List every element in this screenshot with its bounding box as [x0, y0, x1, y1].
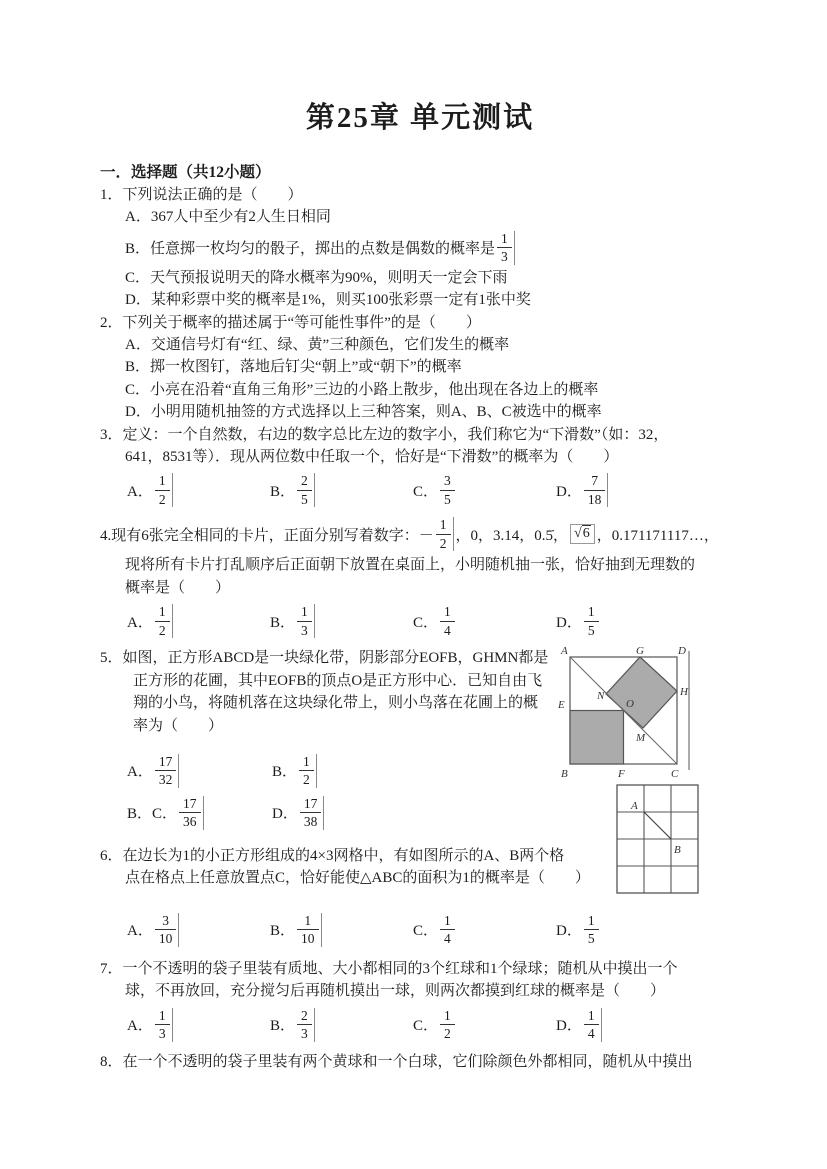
options-row	[127, 1005, 740, 1045]
option-c	[413, 1008, 556, 1042]
option-label: C．	[413, 923, 439, 940]
fraction	[440, 473, 457, 507]
point-label-B: B	[674, 844, 681, 856]
question-stem-line1: 5．如图，正方形ABCD是一块绿化带，阴影部分EOFB，GHMN都是	[100, 650, 549, 667]
fraction-numerator: 1	[436, 517, 451, 535]
fraction	[436, 517, 454, 551]
fraction	[440, 913, 457, 947]
fraction-numerator: 1	[297, 604, 312, 622]
option-b	[272, 754, 417, 788]
option-b	[270, 913, 413, 947]
fraction-denominator: 10	[301, 931, 315, 947]
vertex-label-H: H	[680, 686, 688, 698]
segment-AB	[644, 812, 671, 839]
option-label: D．	[556, 1018, 582, 1035]
option-a	[127, 754, 272, 788]
option-c	[413, 604, 556, 638]
document-content	[100, 0, 740, 1073]
fraction-denominator: 2	[439, 535, 447, 551]
fraction-numerator: 1	[297, 913, 319, 931]
stem-text: ，0，3.14，0.5̇，	[455, 527, 569, 544]
fraction-denominator: 38	[303, 814, 318, 830]
option-c	[413, 913, 556, 947]
fraction-numerator: 17	[155, 754, 177, 772]
vertex-label-G: G	[636, 645, 644, 657]
option-label: D．	[272, 806, 298, 823]
option-c: C．天气预报说明天的降水概率为90%，则明天一定会下雨	[125, 269, 508, 286]
option-label: B．	[270, 483, 296, 500]
fraction-denominator: 5	[587, 622, 595, 638]
section-header: 一．选择题（共12小题）	[100, 164, 271, 181]
option-d: D．小明用随机抽签的方式选择以上三种答案，则A、B、C被选中的概率	[125, 404, 602, 421]
question-1	[100, 184, 740, 312]
fraction-denominator: 2	[444, 1026, 451, 1042]
fraction-denominator: 4	[444, 622, 451, 638]
question-stem-line2: 球，不再放回，充分搅匀后再随机摸出一球，则两次都摸到红球的概率是（ ）	[125, 983, 666, 1000]
question-stem-line2: 641，8531等）．现从两位数中任取一个，恰好是“下滑数”的概率为（ ）	[125, 449, 619, 466]
option-b: B．掷一枚图钉，落地后钉尖“朝上”或“朝下”的概率	[125, 359, 462, 376]
fraction	[155, 754, 180, 788]
fraction-numerator: 17	[300, 796, 322, 814]
fraction-numerator: 1	[155, 473, 170, 491]
fraction-numerator: 17	[179, 796, 201, 814]
fraction-numerator: 1	[155, 604, 170, 622]
radical-sign: √	[574, 526, 582, 542]
question-stem-line1: 6．在边长为1的小正方形组成的4×3网格中，有如图所示的A、B两个格	[100, 847, 565, 864]
fraction-denominator: 3	[301, 622, 308, 638]
question-stem-line4: 率为（ ）	[133, 717, 224, 734]
fraction	[497, 231, 515, 265]
vertex-label-E: E	[558, 699, 565, 711]
option-a	[127, 1008, 270, 1042]
fraction	[440, 1008, 457, 1042]
option-label: B．	[270, 614, 296, 631]
question-stem-line3: 翔的小鸟，将随机落在这块绿化带上，则小鸟落在花圃上的概	[133, 695, 539, 712]
vertex-label-A: A	[561, 645, 568, 657]
vertex-label-N: N	[597, 690, 605, 702]
question-stem: 1．下列说法正确的是（ ）	[100, 187, 303, 203]
fraction	[297, 1008, 315, 1042]
stem-text: ，0.171171117…，	[596, 527, 719, 544]
option-label: B．	[272, 764, 298, 781]
option-b	[270, 1008, 413, 1042]
option-b	[125, 229, 740, 267]
fraction-denominator: 32	[158, 772, 173, 788]
option-label: D．	[556, 923, 582, 940]
option-label: A．	[127, 923, 153, 940]
fraction-denominator: 5	[444, 491, 451, 507]
fraction-numerator: 1	[299, 754, 314, 772]
fraction-denominator: 3	[501, 249, 508, 265]
question-7	[100, 958, 740, 1045]
fraction	[440, 604, 457, 638]
fraction-denominator: 2	[158, 622, 166, 638]
minus-sign: －	[418, 527, 434, 544]
vertex-label-B: B	[561, 768, 568, 780]
fraction-numerator: 1	[440, 604, 455, 622]
option-a	[127, 473, 270, 507]
q6-figure	[612, 780, 707, 906]
fraction-numerator: 1	[584, 1008, 599, 1026]
fraction-denominator: 3	[301, 1026, 308, 1042]
fraction-denominator: 3	[158, 1026, 166, 1042]
fraction	[297, 473, 315, 507]
fraction-denominator: 5	[587, 931, 595, 947]
question-stem-line1: 3．定义：一个自然数，右边的数字总比左边的数字小，我们称它为“下滑数”（如：32，	[100, 426, 669, 443]
fraction-denominator: 5	[301, 491, 308, 507]
option-a: A．交通信号灯有“红、绿、黄”三种颜色，它们发生的概率	[125, 337, 510, 354]
fraction	[297, 913, 322, 947]
fraction-denominator: 18	[587, 491, 602, 507]
fraction-denominator: 2	[303, 772, 310, 788]
option-d	[556, 1008, 699, 1042]
fraction	[299, 754, 317, 788]
option-label: A．	[127, 1018, 153, 1035]
question-8	[100, 1051, 740, 1073]
option-d	[556, 604, 699, 638]
option-a	[127, 604, 270, 638]
fraction	[179, 796, 204, 830]
option-c	[127, 796, 272, 830]
fraction-denominator: 4	[444, 931, 451, 947]
option-label: B．	[270, 923, 296, 940]
fraction-numerator: 3	[155, 913, 177, 931]
fraction	[300, 796, 325, 830]
fraction	[297, 604, 315, 638]
fraction-numerator: 1	[155, 1008, 170, 1026]
point-label-A: A	[631, 800, 638, 812]
option-d: D．某种彩票中奖的概率是1%，则买100张彩票一定有1张中奖	[125, 292, 531, 309]
fraction-numerator: 1	[584, 913, 599, 931]
option-label: A．	[127, 483, 153, 500]
option-label: C．	[413, 483, 439, 500]
fraction-numerator: 1	[440, 913, 455, 931]
option-d	[556, 913, 699, 947]
fraction	[584, 1008, 602, 1042]
option-label: A．	[127, 614, 153, 631]
question-3	[100, 424, 740, 511]
question-stem-line2: 点在格点上任意放置点C，恰好能使△ABC的面积为1的概率是（ ）	[125, 870, 590, 887]
fraction-numerator: 1	[440, 1008, 455, 1026]
vertex-label-M: M	[636, 732, 646, 744]
fraction	[155, 1008, 173, 1042]
question-stem-line2: 正方形的花圃，其中EOFB的顶点O是正方形中心．已知自由飞	[133, 672, 543, 689]
fraction	[155, 473, 173, 507]
question-stem-line3: 概率是（ ）	[125, 579, 231, 596]
option-a: A．367人中至少有2人生日相同	[125, 209, 331, 226]
question-stem-line1	[100, 514, 740, 554]
option-label: C．	[413, 1018, 439, 1035]
option-c	[413, 473, 556, 507]
fraction	[155, 604, 173, 638]
question-4	[100, 514, 740, 641]
question-2	[100, 312, 740, 424]
fraction-numerator: 1	[584, 604, 599, 622]
question-stem-line1: 7．一个不透明的袋子里装有质地、大小都相同的3个红球和1个绿球；随机从中摸出一个	[100, 960, 678, 977]
fraction-numerator: 3	[440, 473, 455, 491]
fraction	[584, 473, 609, 507]
fraction-denominator: 2	[158, 491, 166, 507]
option-a	[127, 913, 270, 947]
options-row	[127, 470, 740, 510]
vertex-label-D: D	[678, 645, 686, 657]
fraction-denominator: 4	[587, 1026, 595, 1042]
fraction-denominator: 10	[158, 931, 173, 947]
option-b	[270, 604, 413, 638]
fraction-numerator: 2	[297, 1008, 312, 1026]
options-row	[127, 910, 740, 950]
stem-text: 4.现有6张完全相同的卡片，正面分别写着数字：	[100, 527, 419, 544]
option-label: C．	[413, 614, 439, 631]
q5-figure	[556, 641, 706, 783]
question-stem-line1: 8．在一个不透明的袋子里装有两个黄球和一个白球，它们除颜色外都相同，随机从中摸出	[100, 1053, 693, 1070]
fraction	[584, 604, 601, 638]
vertex-label-O: O	[626, 698, 634, 710]
fraction-numerator: 2	[297, 473, 312, 491]
square-root	[570, 524, 595, 544]
option-b-text: B．任意掷一枚均匀的骰子，掷出的点数是偶数的概率是	[125, 241, 496, 258]
option-c: C．小亮在沿着“直角三角形”三边的小路上散步，他出现在各边上的概率	[125, 381, 599, 398]
page-title: 第25章 单元测试	[305, 102, 535, 134]
fraction-numerator: 1	[497, 231, 512, 249]
radicand: 6	[582, 526, 590, 542]
option-label: A．	[127, 764, 153, 781]
fraction-denominator: 36	[183, 814, 197, 830]
vertex-label-C: C	[671, 768, 679, 780]
option-label: B．C．	[127, 806, 178, 823]
question-stem-line2: 现将所有卡片打乱顺序后正面朝下放置在桌面上，小明随机抽一张，恰好抽到无理数的	[125, 557, 696, 574]
option-label: D．	[556, 614, 582, 631]
option-d	[556, 473, 699, 507]
option-label: B．	[270, 1018, 296, 1035]
question-stem: 2．下列关于概率的描述属于“等可能性事件”的是（ ）	[100, 314, 481, 331]
option-b	[270, 473, 413, 507]
fraction	[155, 913, 180, 947]
shaded-square-EOFB	[570, 711, 624, 765]
fraction-numerator: 7	[584, 473, 606, 491]
option-label: D．	[556, 483, 582, 500]
options-row	[127, 601, 740, 641]
option-d	[272, 796, 417, 830]
fraction	[584, 913, 601, 947]
vertex-label-F: F	[618, 768, 625, 780]
